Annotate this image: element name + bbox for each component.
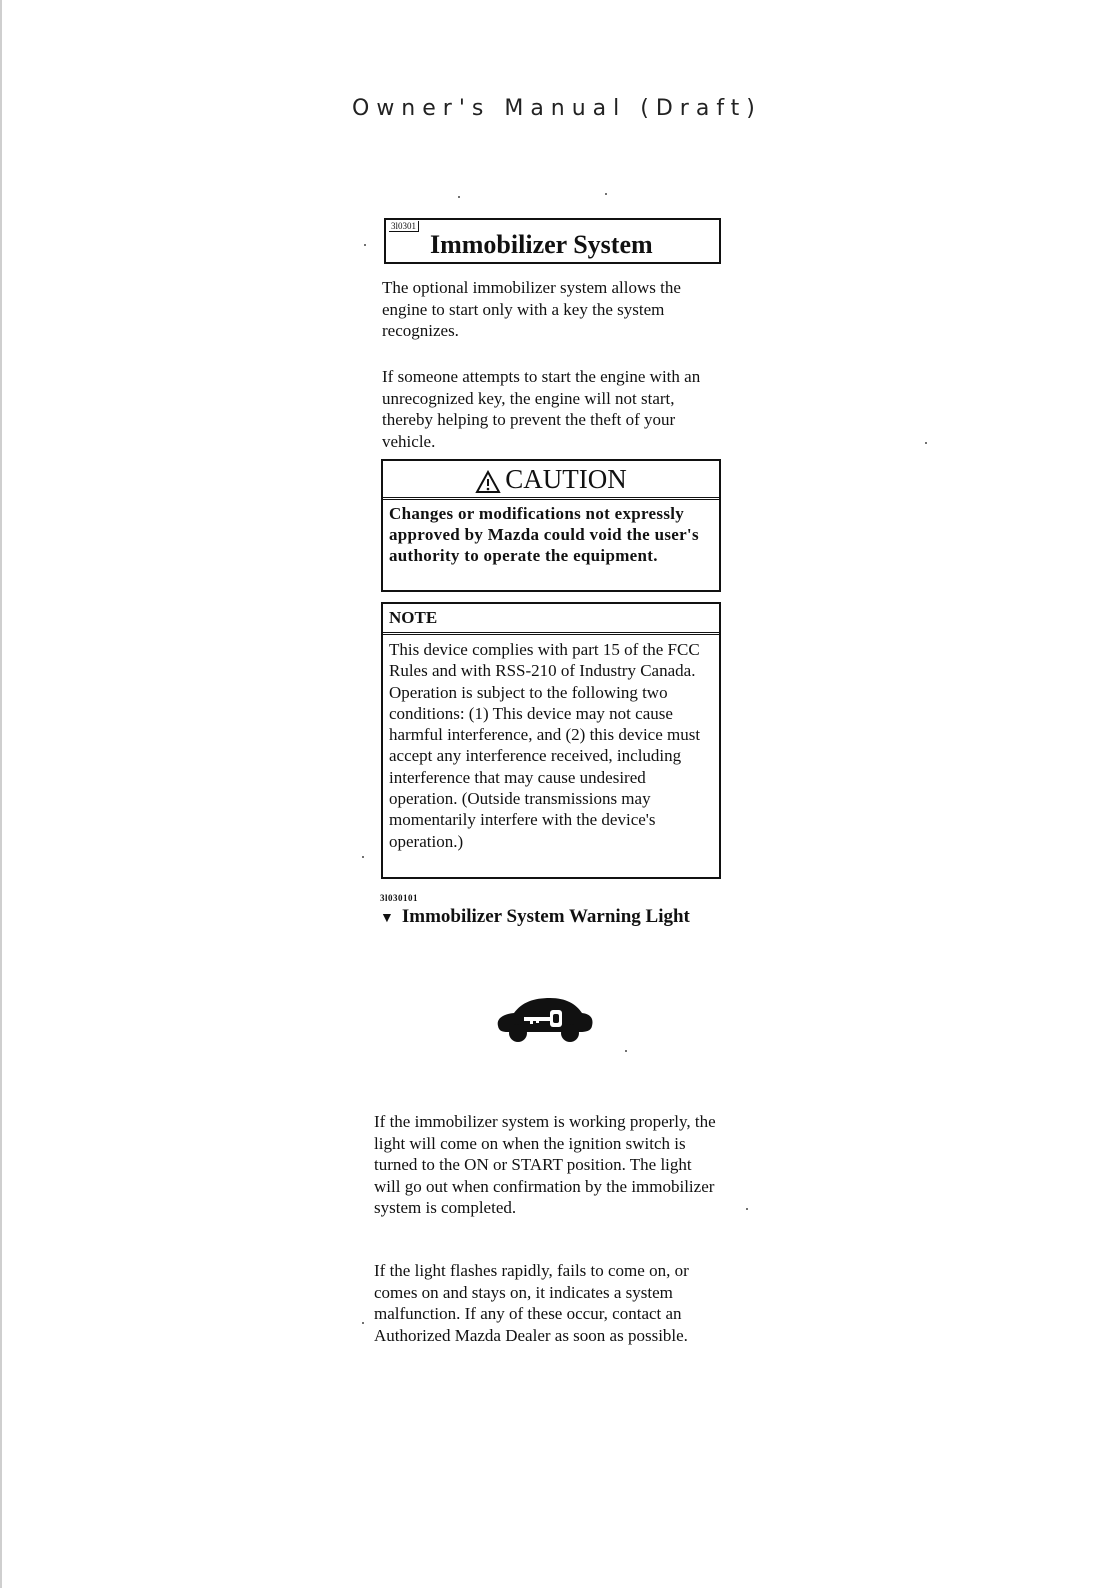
- scan-speck: [925, 442, 927, 444]
- scan-speck: [625, 1050, 627, 1052]
- car-key-warning-icon: [492, 996, 596, 1044]
- scan-speck: [458, 196, 460, 198]
- subsection-title: Immobilizer System Warning Light: [401, 906, 690, 927]
- warning-triangle-icon: [475, 470, 501, 494]
- intro-paragraph: The optional immobilizer system allows the engine to start only with a key the system recognizes.: [382, 278, 681, 340]
- malfunction-paragraph: If the light flashes rapidly, fails to come on, or comes on and stays on, it indicates a system malfunction. If any of these occur, contact an Authorized Mazda Dealer as soon as possible.: [374, 1261, 689, 1345]
- caution-box: [381, 459, 721, 592]
- section-code: 3l0301: [389, 221, 419, 232]
- section-title: Immobilizer System: [430, 230, 653, 259]
- note-text: This device complies with part 15 of the FCC Rules and with RSS-210 of Industry Canada. Operation is subject to the following two conditions: (1) This device may not cause harmful interference, and (2) this device must accept any interference received, including interference that may cause undesired operation. (Outside transmissions may momentarily interfere with the device's operation.): [389, 640, 701, 851]
- scan-speck: [362, 1322, 364, 1324]
- scan-speck: [746, 1208, 748, 1210]
- note-box: [381, 602, 721, 879]
- subsection-code: 3l030101: [380, 893, 419, 903]
- scan-edge: [0, 0, 2, 1588]
- note-label: NOTE: [383, 604, 719, 635]
- section-heading-box: [384, 218, 721, 264]
- attempt-paragraph: If someone attempts to start the engine with an unrecognized key, the engine will not start, thereby helping to prevent the theft of your vehicle.: [382, 367, 701, 451]
- working-paragraph: If the immobilizer system is working properly, the light will come on when the ignition switch is turned to the ON or START position. The light will go out when confirmation by the immobilizer system is completed.: [374, 1112, 716, 1217]
- caution-text: Changes or modifications not expressly approved by Mazda could void the user's authority to operate the equipment.: [389, 504, 699, 565]
- scan-speck: [362, 856, 364, 858]
- scan-speck: [605, 193, 607, 195]
- page-header-title: Owner's Manual (Draft): [352, 96, 762, 121]
- caution-header: [383, 461, 719, 500]
- subsection-heading: [380, 906, 690, 928]
- subsection-marker: ▼: [380, 911, 394, 926]
- caution-label: CAUTION: [505, 464, 627, 494]
- scan-speck: [364, 244, 366, 246]
